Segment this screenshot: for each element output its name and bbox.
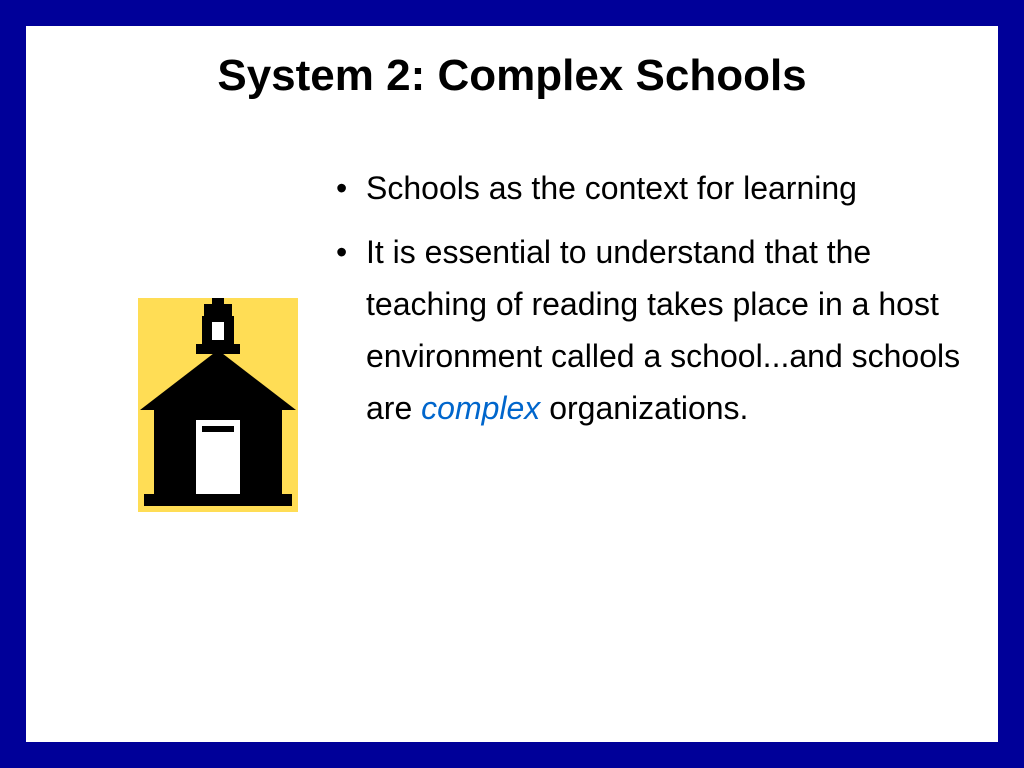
bullet-item: [326, 162, 986, 214]
slide-title: System 2: Complex Schools: [217, 51, 807, 100]
bullet-item: [326, 226, 986, 434]
slide: [26, 26, 998, 742]
bullet-text: It is essential to understand that the teaching of reading takes place in a host environment called a school...and schools are: [366, 234, 961, 426]
schoolhouse-icon: [138, 298, 298, 512]
bullet-marker: •: [336, 170, 348, 206]
bullet-text: Schools as the context for learning: [366, 170, 857, 206]
emphasis-word: complex: [421, 390, 541, 426]
bullet-text-tail: organizations.: [540, 390, 749, 426]
bullet-list: [326, 162, 986, 446]
bullet-marker: •: [336, 234, 348, 270]
